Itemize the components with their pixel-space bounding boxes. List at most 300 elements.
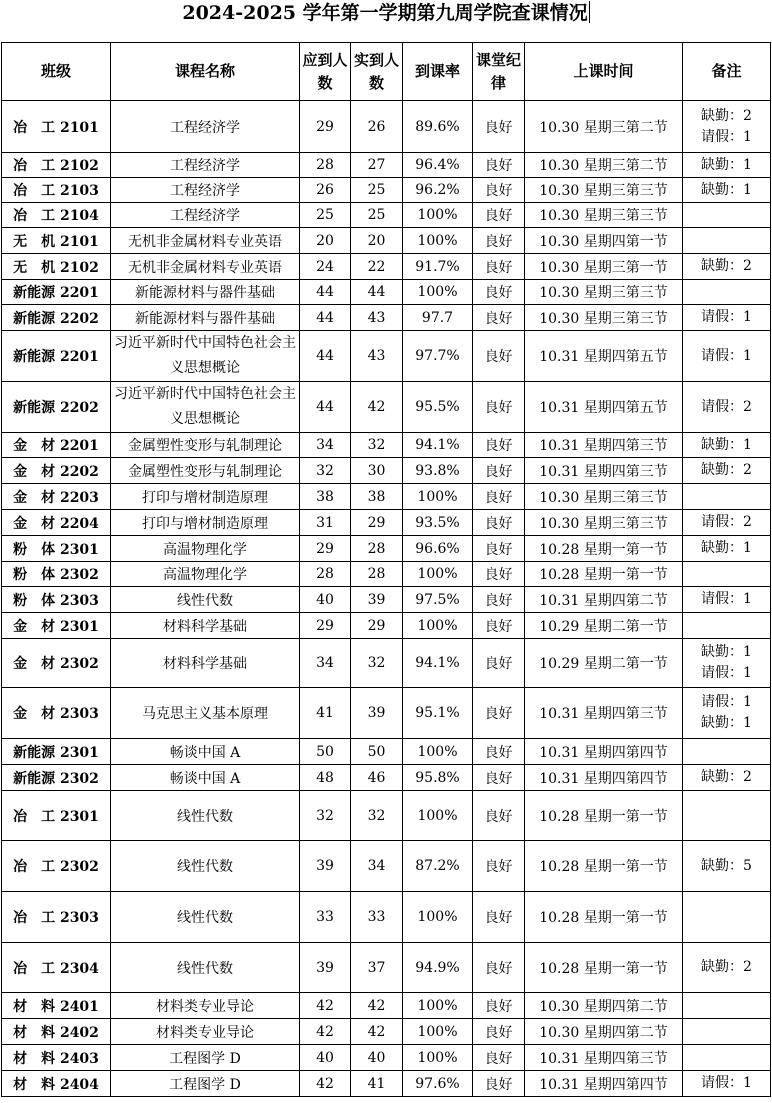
- cell-rate: 93.5%: [403, 510, 473, 536]
- cell-expected: 42: [300, 1071, 351, 1097]
- cell-class: 冶 工 2301: [2, 791, 111, 841]
- cell-expected: 26: [300, 178, 351, 203]
- cell-note: [683, 587, 771, 613]
- note-item: 缺勤：2: [701, 769, 752, 785]
- cell-course: 无机非金属材料专业英语: [111, 228, 300, 254]
- table-row: [2, 254, 771, 280]
- cell-actual: 34: [351, 841, 403, 892]
- cell-expected: 28: [300, 153, 351, 178]
- cell-class: 金 材 2203: [2, 484, 111, 510]
- cell-class: 材 料 2401: [2, 993, 111, 1019]
- cell-discipline: 良好: [473, 739, 525, 765]
- cell-expected: 25: [300, 203, 351, 228]
- cell-course: 打印与增材制造原理: [111, 484, 300, 510]
- table-row: [2, 382, 771, 433]
- cell-class: 金 材 2301: [2, 613, 111, 639]
- note-item: 请假：1: [701, 591, 752, 607]
- cell-expected: 44: [300, 305, 351, 331]
- cell-rate: 95.5%: [403, 382, 473, 433]
- cell-time: 10.31 星期四第五节: [525, 382, 683, 433]
- cell-class: 金 材 2202: [2, 458, 111, 484]
- table-row: [2, 433, 771, 458]
- header-note: 备注: [683, 43, 771, 101]
- cell-note: [683, 153, 771, 178]
- cell-actual: 42: [351, 993, 403, 1019]
- cell-class: 无 机 2102: [2, 254, 111, 280]
- cell-time: 10.28 星期一第一节: [525, 562, 683, 587]
- cell-class: 材 料 2403: [2, 1045, 111, 1071]
- table-row: [2, 536, 771, 562]
- cell-course: 材料科学基础: [111, 613, 300, 639]
- cell-time: 10.28 星期一第一节: [525, 841, 683, 892]
- cell-actual: 28: [351, 562, 403, 587]
- cell-actual: 29: [351, 613, 403, 639]
- cell-time: 10.31 星期四第二节: [525, 587, 683, 613]
- cell-discipline: 良好: [473, 101, 525, 153]
- cell-discipline: 良好: [473, 178, 525, 203]
- cell-expected: 29: [300, 101, 351, 153]
- cell-rate: 96.4%: [403, 153, 473, 178]
- cell-expected: 50: [300, 739, 351, 765]
- page-title-text: 2024-2025 学年第一学期第九周学院查课情况: [182, 2, 588, 24]
- cell-course: 打印与增材制造原理: [111, 510, 300, 536]
- cell-note: [683, 203, 771, 228]
- cell-course: 新能源材料与器件基础: [111, 280, 300, 305]
- cell-actual: 42: [351, 1019, 403, 1045]
- table-row: [2, 892, 771, 943]
- cell-expected: 40: [300, 1045, 351, 1071]
- table-row: [2, 613, 771, 639]
- cell-rate: 97.6%: [403, 1071, 473, 1097]
- cell-course: 金属塑性变形与轧制理论: [111, 458, 300, 484]
- note-item: 请假：2: [701, 514, 752, 530]
- cell-course: 材料类专业导论: [111, 1019, 300, 1045]
- cell-actual: 32: [351, 791, 403, 841]
- cell-time: 10.31 星期四第四节: [525, 739, 683, 765]
- cell-discipline: 良好: [473, 1071, 525, 1097]
- cell-actual: 29: [351, 510, 403, 536]
- cell-class: 冶 工 2304: [2, 943, 111, 993]
- cell-time: 10.30 星期三第三节: [525, 280, 683, 305]
- cell-rate: 100%: [403, 739, 473, 765]
- cell-class: 粉 体 2301: [2, 536, 111, 562]
- cell-actual: 25: [351, 178, 403, 203]
- header-discipline: 课堂纪律: [473, 43, 525, 101]
- cell-expected: 44: [300, 280, 351, 305]
- cell-expected: 32: [300, 791, 351, 841]
- cell-rate: 100%: [403, 892, 473, 943]
- cell-rate: 93.8%: [403, 458, 473, 484]
- header-time: 上课时间: [525, 43, 683, 101]
- table-row: [2, 458, 771, 484]
- cell-note: [683, 791, 771, 841]
- cell-time: 10.30 星期三第一节: [525, 254, 683, 280]
- cell-note: [683, 1019, 771, 1045]
- cell-rate: 95.1%: [403, 688, 473, 739]
- cell-class: 新能源 2201: [2, 331, 111, 382]
- cell-course: 畅谈中国 A: [111, 765, 300, 791]
- cell-actual: 43: [351, 331, 403, 382]
- cell-rate: 91.7%: [403, 254, 473, 280]
- cell-class: 冶 工 2302: [2, 841, 111, 892]
- header-class: 班级: [2, 43, 111, 101]
- cell-note: [683, 433, 771, 458]
- cell-discipline: 良好: [473, 382, 525, 433]
- cell-discipline: 良好: [473, 433, 525, 458]
- cell-rate: 87.2%: [403, 841, 473, 892]
- cell-time: 10.30 星期三第三节: [525, 305, 683, 331]
- header-actual: 实到人数: [351, 43, 403, 101]
- table-row: [2, 739, 771, 765]
- cell-time: 10.31 星期四第五节: [525, 331, 683, 382]
- cell-class: 粉 体 2303: [2, 587, 111, 613]
- cell-note: [683, 484, 771, 510]
- cell-class: 新能源 2302: [2, 765, 111, 791]
- table-row: [2, 203, 771, 228]
- note-item: 缺勤：1: [701, 644, 752, 660]
- cell-time: 10.30 星期三第三节: [525, 203, 683, 228]
- header-expected: 应到人数: [300, 43, 351, 101]
- cell-discipline: 良好: [473, 203, 525, 228]
- table-row: [2, 639, 771, 688]
- cell-time: 10.30 星期三第三节: [525, 484, 683, 510]
- cell-note: [683, 739, 771, 765]
- cell-rate: 100%: [403, 1045, 473, 1071]
- cell-course: 无机非金属材料专业英语: [111, 254, 300, 280]
- table-row: [2, 943, 771, 993]
- cell-note: [683, 892, 771, 943]
- cell-discipline: 良好: [473, 305, 525, 331]
- cell-expected: 39: [300, 943, 351, 993]
- note-item: 请假：1: [701, 665, 752, 681]
- cell-expected: 29: [300, 613, 351, 639]
- header-course: 课程名称: [111, 43, 300, 101]
- cell-actual: 50: [351, 739, 403, 765]
- cell-discipline: 良好: [473, 765, 525, 791]
- cell-actual: 28: [351, 536, 403, 562]
- note-item: 缺勤：1: [701, 540, 752, 556]
- cell-time: 10.30 星期四第一节: [525, 228, 683, 254]
- cell-time: 10.28 星期一第一节: [525, 791, 683, 841]
- cell-actual: 33: [351, 892, 403, 943]
- cell-rate: 100%: [403, 1019, 473, 1045]
- attendance-table: [1, 42, 771, 1097]
- cell-expected: 29: [300, 536, 351, 562]
- cell-discipline: 良好: [473, 943, 525, 993]
- cell-discipline: 良好: [473, 484, 525, 510]
- table-row: [2, 510, 771, 536]
- cell-course: 线性代数: [111, 892, 300, 943]
- table-row: [2, 993, 771, 1019]
- cell-time: 10.28 星期一第一节: [525, 536, 683, 562]
- note-item: 请假：1: [701, 1075, 752, 1091]
- cell-class: 冶 工 2102: [2, 153, 111, 178]
- cell-class: 金 材 2201: [2, 433, 111, 458]
- cell-time: 10.31 星期四第三节: [525, 433, 683, 458]
- note-item: 缺勤：1: [701, 156, 752, 173]
- header-rate: 到课率: [403, 43, 473, 101]
- cell-note: [683, 178, 771, 203]
- note-item: 请假：1: [701, 347, 752, 364]
- cell-rate: 100%: [403, 203, 473, 228]
- cell-discipline: 良好: [473, 536, 525, 562]
- cell-note: [683, 280, 771, 305]
- note-item: 缺勤：2: [701, 462, 752, 478]
- cell-expected: 32: [300, 458, 351, 484]
- cell-note: [683, 613, 771, 639]
- cell-course: 材料科学基础: [111, 639, 300, 688]
- cell-actual: 42: [351, 382, 403, 433]
- note-item: 缺勤：2: [701, 107, 752, 124]
- cell-expected: 40: [300, 587, 351, 613]
- cell-rate: 94.9%: [403, 943, 473, 993]
- cell-discipline: 良好: [473, 639, 525, 688]
- cell-rate: 97.7: [403, 305, 473, 331]
- cell-class: 冶 工 2101: [2, 101, 111, 153]
- cell-discipline: 良好: [473, 254, 525, 280]
- cell-note: [683, 228, 771, 254]
- cell-course: 金属塑性变形与轧制理论: [111, 433, 300, 458]
- cell-discipline: 良好: [473, 510, 525, 536]
- cell-actual: 39: [351, 688, 403, 739]
- cell-note: [683, 305, 771, 331]
- cell-class: 粉 体 2302: [2, 562, 111, 587]
- cell-expected: 20: [300, 228, 351, 254]
- cell-rate: 100%: [403, 484, 473, 510]
- table-row: [2, 765, 771, 791]
- cell-class: 金 材 2302: [2, 639, 111, 688]
- cell-actual: 32: [351, 639, 403, 688]
- note-item: 缺勤：2: [701, 258, 752, 274]
- cell-discipline: 良好: [473, 993, 525, 1019]
- cell-expected: 31: [300, 510, 351, 536]
- cell-actual: 22: [351, 254, 403, 280]
- cell-discipline: 良好: [473, 562, 525, 587]
- table-row: [2, 587, 771, 613]
- cell-discipline: 良好: [473, 587, 525, 613]
- cell-note: [683, 562, 771, 587]
- cell-course: 线性代数: [111, 841, 300, 892]
- cell-rate: 94.1%: [403, 639, 473, 688]
- cell-course: 线性代数: [111, 791, 300, 841]
- cell-note: [683, 841, 771, 892]
- cell-expected: 42: [300, 1019, 351, 1045]
- table-row: [2, 305, 771, 331]
- cell-class: 新能源 2301: [2, 739, 111, 765]
- cell-course: 习近平新时代中国特色社会主义思想概论: [111, 382, 300, 433]
- cell-course: 畅谈中国 A: [111, 739, 300, 765]
- cell-time: 10.31 星期四第三节: [525, 458, 683, 484]
- cell-note: [683, 510, 771, 536]
- cell-time: 10.31 星期四第三节: [525, 1045, 683, 1071]
- cell-actual: 32: [351, 433, 403, 458]
- cell-class: 无 机 2101: [2, 228, 111, 254]
- cell-note: [683, 536, 771, 562]
- cell-expected: 34: [300, 639, 351, 688]
- table-row: [2, 484, 771, 510]
- note-item: 缺勤：5: [701, 857, 752, 874]
- cell-discipline: 良好: [473, 688, 525, 739]
- cell-time: 10.30 星期三第三节: [525, 178, 683, 203]
- cell-actual: 25: [351, 203, 403, 228]
- cell-note: [683, 254, 771, 280]
- cell-actual: 20: [351, 228, 403, 254]
- cell-note: [683, 688, 771, 739]
- cell-time: 10.30 星期三第二节: [525, 101, 683, 153]
- page-title: [0, 0, 772, 40]
- cell-note: [683, 943, 771, 993]
- cell-discipline: 良好: [473, 791, 525, 841]
- cell-actual: 43: [351, 305, 403, 331]
- cell-note: [683, 331, 771, 382]
- cell-actual: 26: [351, 101, 403, 153]
- cell-course: 高温物理化学: [111, 562, 300, 587]
- cell-expected: 44: [300, 382, 351, 433]
- cell-course: 线性代数: [111, 943, 300, 993]
- table-body: [2, 101, 771, 1097]
- cell-course: 工程经济学: [111, 101, 300, 153]
- cell-note: [683, 382, 771, 433]
- cell-expected: 42: [300, 993, 351, 1019]
- cell-actual: 39: [351, 587, 403, 613]
- cell-course: 工程经济学: [111, 203, 300, 228]
- cell-discipline: 良好: [473, 228, 525, 254]
- table-row: [2, 153, 771, 178]
- cell-rate: 100%: [403, 228, 473, 254]
- cell-time: 10.28 星期一第一节: [525, 892, 683, 943]
- cell-rate: 96.2%: [403, 178, 473, 203]
- cell-rate: 100%: [403, 562, 473, 587]
- cell-actual: 46: [351, 765, 403, 791]
- cell-actual: 27: [351, 153, 403, 178]
- cell-actual: 30: [351, 458, 403, 484]
- cell-course: 工程图学 D: [111, 1045, 300, 1071]
- cell-discipline: 良好: [473, 458, 525, 484]
- table-row: [2, 1019, 771, 1045]
- cell-note: [683, 458, 771, 484]
- cell-discipline: 良好: [473, 892, 525, 943]
- cell-rate: 97.7%: [403, 331, 473, 382]
- cell-expected: 39: [300, 841, 351, 892]
- table-row: [2, 841, 771, 892]
- cell-actual: 44: [351, 280, 403, 305]
- cell-rate: 100%: [403, 613, 473, 639]
- cell-discipline: 良好: [473, 613, 525, 639]
- table-row: [2, 331, 771, 382]
- cell-time: 10.30 星期四第二节: [525, 1019, 683, 1045]
- table-row: [2, 562, 771, 587]
- cell-class: 材 料 2402: [2, 1019, 111, 1045]
- cell-time: 10.29 星期二第一节: [525, 639, 683, 688]
- table-row: [2, 101, 771, 153]
- cell-discipline: 良好: [473, 280, 525, 305]
- cell-class: 冶 工 2103: [2, 178, 111, 203]
- table-row: [2, 228, 771, 254]
- cell-class: 新能源 2201: [2, 280, 111, 305]
- cell-class: 金 材 2204: [2, 510, 111, 536]
- cell-rate: 96.6%: [403, 536, 473, 562]
- cell-rate: 89.6%: [403, 101, 473, 153]
- cell-expected: 33: [300, 892, 351, 943]
- cell-expected: 44: [300, 331, 351, 382]
- cell-rate: 95.8%: [403, 765, 473, 791]
- cell-expected: 34: [300, 433, 351, 458]
- cell-rate: 100%: [403, 280, 473, 305]
- cell-course: 工程经济学: [111, 178, 300, 203]
- cell-course: 工程图学 D: [111, 1071, 300, 1097]
- cell-course: 新能源材料与器件基础: [111, 305, 300, 331]
- cell-course: 马克思主义基本原理: [111, 688, 300, 739]
- cell-rate: 100%: [403, 993, 473, 1019]
- cell-discipline: 良好: [473, 331, 525, 382]
- cell-course: 高温物理化学: [111, 536, 300, 562]
- cell-time: 10.31 星期四第三节: [525, 688, 683, 739]
- table-row: [2, 280, 771, 305]
- cell-rate: 100%: [403, 791, 473, 841]
- cell-note: [683, 765, 771, 791]
- cell-actual: 38: [351, 484, 403, 510]
- cell-time: 10.28 星期一第一节: [525, 943, 683, 993]
- cell-class: 冶 工 2104: [2, 203, 111, 228]
- cell-course: 工程经济学: [111, 153, 300, 178]
- cell-expected: 28: [300, 562, 351, 587]
- cell-rate: 94.1%: [403, 433, 473, 458]
- cell-note: [683, 1045, 771, 1071]
- note-item: 请假：1: [701, 128, 752, 145]
- cell-discipline: 良好: [473, 1019, 525, 1045]
- cell-expected: 48: [300, 765, 351, 791]
- note-item: 缺勤：2: [701, 959, 752, 975]
- text-cursor: [589, 1, 590, 23]
- cell-class: 冶 工 2303: [2, 892, 111, 943]
- table-row: [2, 1045, 771, 1071]
- cell-note: [683, 101, 771, 153]
- cell-time: 10.30 星期四第二节: [525, 993, 683, 1019]
- cell-expected: 38: [300, 484, 351, 510]
- note-item: 缺勤：1: [701, 181, 752, 198]
- cell-discipline: 良好: [473, 1045, 525, 1071]
- table-row: [2, 688, 771, 739]
- cell-time: 10.30 星期三第三节: [525, 510, 683, 536]
- cell-actual: 41: [351, 1071, 403, 1097]
- table-row: [2, 1071, 771, 1097]
- cell-note: [683, 993, 771, 1019]
- note-item: 缺勤：1: [701, 436, 752, 453]
- note-item: 缺勤：1: [701, 715, 752, 731]
- note-item: 请假：1: [701, 309, 752, 325]
- cell-class: 金 材 2303: [2, 688, 111, 739]
- cell-actual: 40: [351, 1045, 403, 1071]
- cell-class: 材 料 2404: [2, 1071, 111, 1097]
- table-row: [2, 178, 771, 203]
- cell-time: 10.30 星期三第二节: [525, 153, 683, 178]
- cell-class: 新能源 2202: [2, 305, 111, 331]
- cell-rate: 97.5%: [403, 587, 473, 613]
- cell-course: 习近平新时代中国特色社会主义思想概论: [111, 331, 300, 382]
- table-row: [2, 791, 771, 841]
- cell-discipline: 良好: [473, 153, 525, 178]
- header-row: [2, 43, 771, 101]
- cell-expected: 24: [300, 254, 351, 280]
- cell-note: [683, 1071, 771, 1097]
- cell-course: 线性代数: [111, 587, 300, 613]
- cell-time: 10.29 星期二第一节: [525, 613, 683, 639]
- cell-note: [683, 639, 771, 688]
- cell-time: 10.31 星期四第四节: [525, 1071, 683, 1097]
- cell-expected: 41: [300, 688, 351, 739]
- note-item: 请假：1: [701, 694, 752, 710]
- cell-class: 新能源 2202: [2, 382, 111, 433]
